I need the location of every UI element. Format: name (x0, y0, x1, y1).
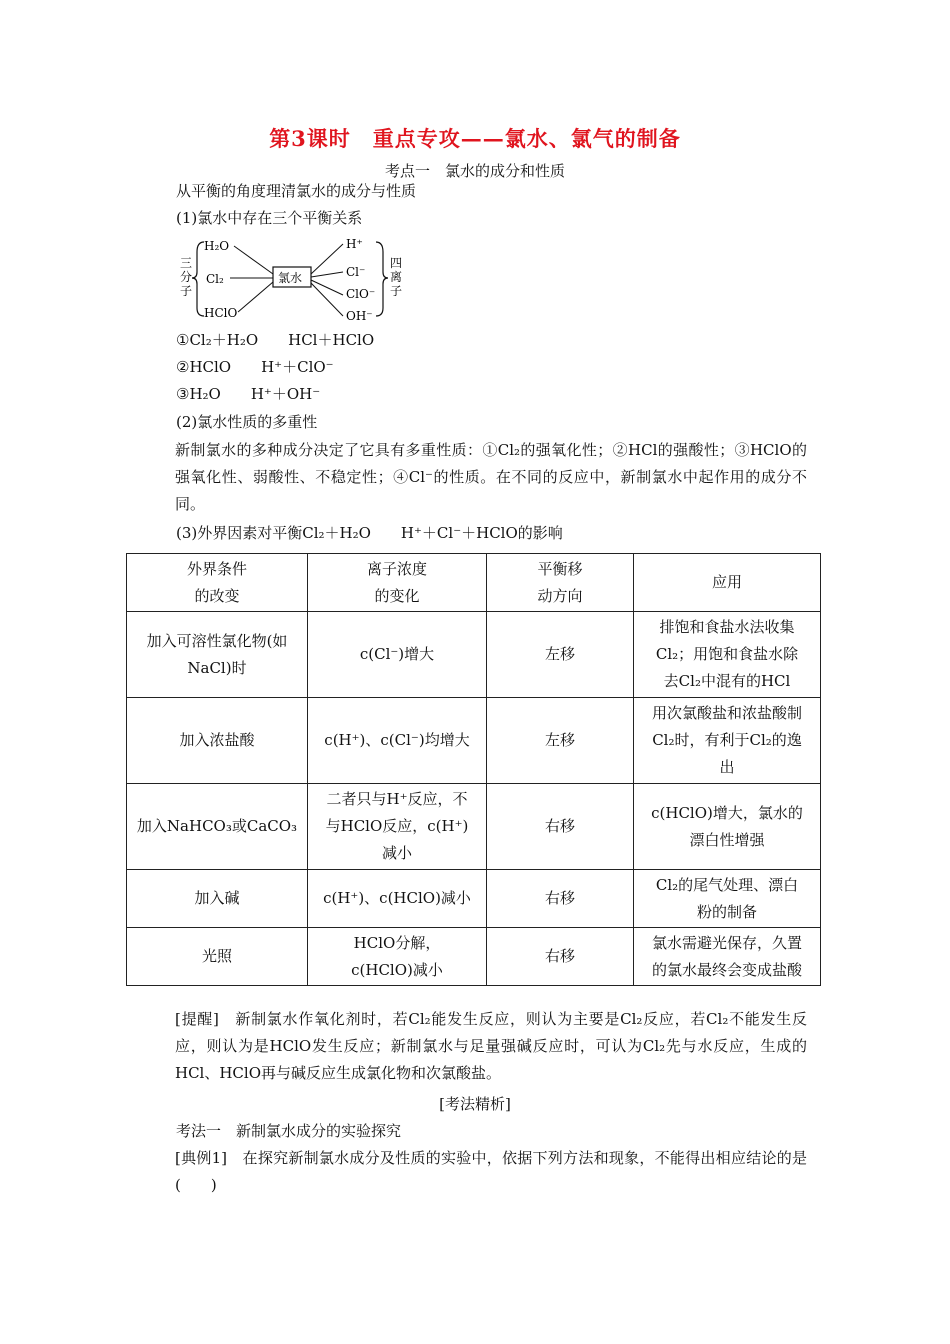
line-h (311, 244, 343, 274)
cell-change: HClO分解， c(HClO)减小 (308, 928, 487, 986)
cell-change: 二者只与H⁺反应，不 与HClO反应，c(H⁺) 减小 (308, 784, 487, 870)
ion-h: H⁺ (346, 237, 363, 251)
right-label-2: 子 (390, 284, 403, 298)
equilibrium-1: ①Cl₂＋H₂O HCl＋HClO (176, 331, 375, 349)
th-change: 离子浓度 的变化 (308, 554, 487, 612)
s2-heading: (2)氯水性质的多重性 (176, 413, 318, 431)
reminder-text: [提醒] 新制氯水作氧化剂时，若Cl₂能发生反应，则认为主要是Cl₂反应，若Cl₂不能发生反应，则认为是HClO发生反应；新制氯水与足量强碱反应时，可认为Cl₂先与水反应，生成的HCl、HClO再与碱反应生成氯化物和次氯酸盐。 (175, 1010, 807, 1082)
cell-condition: 加入可溶性氯化物(如 NaCl)时 (127, 612, 308, 698)
cell-change: c(H⁺)、c(Cl⁻)均增大 (308, 698, 487, 784)
table-row (127, 928, 821, 986)
cell-application: c(HClO)增大，氯水的 漂白性增强 (634, 784, 821, 870)
reminder-paragraph (143, 1006, 807, 1087)
cell-application: 用次氯酸盐和浓盐酸制 Cl₂时，有利于Cl₂的逸 出 (634, 698, 821, 784)
cell-direction: 左移 (487, 698, 634, 784)
cell-direction: 右移 (487, 928, 634, 986)
cell-condition: 光照 (127, 928, 308, 986)
th-direction: 平衡移 动方向 (487, 554, 634, 612)
left-label-0: 三 (180, 256, 193, 270)
cell-condition: 加入碱 (127, 870, 308, 928)
right-label-0: 四 (390, 256, 403, 270)
table-row (127, 784, 821, 870)
cell-change: c(H⁺)、c(HClO)减小 (308, 870, 487, 928)
line-cl (311, 272, 343, 277)
line-h2o (234, 246, 273, 274)
cell-condition: 加入浓盐酸 (127, 698, 308, 784)
center-label: 氯水 (278, 271, 303, 285)
molecule-hclo: HClO (204, 306, 238, 320)
cell-direction: 左移 (487, 612, 634, 698)
cell-direction: 右移 (487, 870, 634, 928)
s2-paragraph (143, 437, 807, 518)
line-hclo (238, 282, 273, 312)
table-row (127, 870, 821, 928)
cell-change: c(Cl⁻)增大 (308, 612, 487, 698)
method-1: 考法一 新制氯水成分的实验探究 (176, 1122, 402, 1140)
molecule-cl2: Cl₂ (206, 272, 224, 286)
th-application: 应用 (634, 554, 821, 612)
ion-clo: ClO⁻ (346, 287, 376, 301)
method-heading: [考法精析] (439, 1095, 511, 1113)
left-brace (192, 242, 204, 316)
cell-application: Cl₂的尾气处理、漂白 粉的制备 (634, 870, 821, 928)
page-title: 第3课时 重点专攻——氯水、氯气的制备 (269, 126, 681, 151)
s1-heading: (1)氯水中存在三个平衡关系 (176, 209, 363, 227)
cell-direction: 右移 (487, 784, 634, 870)
table-row (127, 612, 821, 698)
intro-text: 从平衡的角度理清氯水的成分与性质 (176, 182, 417, 200)
influence-table (126, 553, 821, 986)
right-label-1: 离 (390, 270, 403, 284)
ion-oh: OH⁻ (346, 309, 373, 323)
left-label-2: 子 (180, 284, 193, 298)
equilibrium-2: ②HClO H⁺＋ClO⁻ (176, 358, 334, 376)
cell-condition: 加入NaHCO₃或CaCO₃ (127, 784, 308, 870)
ion-cl: Cl⁻ (346, 265, 366, 279)
table-header-row (127, 554, 821, 612)
cell-application: 氯水需避光保存，久置 的氯水最终会变成盐酸 (634, 928, 821, 986)
example-paragraph (143, 1145, 807, 1199)
chlorine-water-diagram (178, 232, 418, 324)
table-row (127, 698, 821, 784)
cell-application: 排饱和食盐水法收集 Cl₂；用饱和食盐水除 去Cl₂中混有的HCl (634, 612, 821, 698)
example-1: [典例1] 在探究新制氯水成分及性质的实验中，依据下列方法和现象，不能得出相应结论的是( ) (175, 1149, 807, 1194)
molecule-h2o: H₂O (204, 239, 230, 253)
s2-text: 新制氯水的多种成分决定了它具有多重性质：①Cl₂的强氧化性；②HCl的强酸性；③HClO的强氧化性、弱酸性、不稳定性；④Cl⁻的性质。在不同的反应中，新制氯水中起作用的成分不同。 (175, 441, 807, 513)
s3-heading: (3)外界因素对平衡Cl₂＋H₂O H⁺＋Cl⁻＋HClO的影响 (176, 524, 563, 542)
equilibrium-3: ③H₂O H⁺＋OH⁻ (176, 385, 321, 403)
left-label-1: 分 (180, 270, 193, 284)
right-brace (376, 242, 388, 316)
section-title: 考点一 氯水的成分和性质 (384, 162, 565, 180)
th-condition: 外界条件 的改变 (127, 554, 308, 612)
